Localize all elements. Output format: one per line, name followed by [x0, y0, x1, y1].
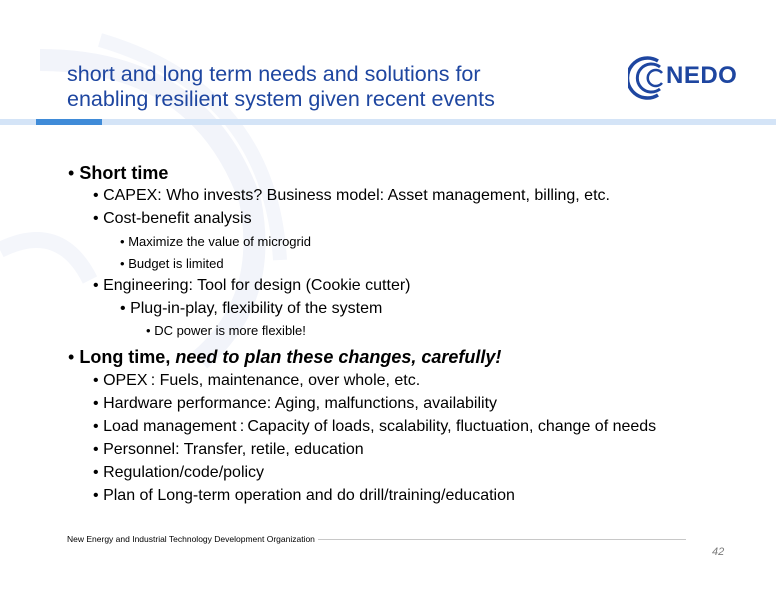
bullet-dot: •	[93, 372, 99, 389]
bullet-personnel	[93, 441, 364, 459]
bullet-engineering	[93, 277, 411, 295]
logo-text: NEDO	[666, 62, 738, 89]
footer-organization: New Energy and Industrial Technology Development Organization	[67, 534, 315, 544]
bullet-dc-power	[146, 323, 306, 338]
bullet-short-time	[68, 163, 168, 184]
header-bar-accent	[36, 119, 102, 125]
bullet-budget	[120, 256, 224, 271]
long-time-label: Long time,	[79, 347, 176, 367]
footer-divider	[318, 539, 686, 540]
hardware-text: Hardware performance: Aging, malfunctions, availability	[103, 395, 498, 412]
bullet-opex	[93, 372, 420, 390]
bullet-plug-in-play	[120, 300, 382, 318]
bullet-dot: •	[93, 395, 99, 412]
bullet-dot: •	[93, 441, 99, 458]
bullet-dot: •	[93, 418, 99, 435]
short-time-label: Short time	[79, 163, 169, 183]
page-number: 42	[712, 546, 725, 558]
nedo-logo	[626, 53, 736, 103]
slide-title	[67, 62, 607, 112]
header-bar	[0, 119, 776, 125]
bullet-dot: •	[120, 234, 125, 249]
budget-text: Budget is limited	[128, 256, 224, 271]
bullet-plan	[93, 487, 515, 505]
bullet-capex	[93, 187, 610, 205]
title-line-2: enabling resilient system given recent events	[67, 87, 495, 111]
plug-in-play-text: Plug-in-play, flexibility of the system	[130, 300, 383, 317]
bullet-cost-benefit	[93, 210, 252, 228]
bullet-dot: •	[68, 163, 75, 183]
bullet-hardware	[93, 395, 497, 413]
bullet-dot: •	[68, 347, 75, 367]
load-management-text: Load management : Capacity of loads, scalability, fluctuation, change of needs	[103, 418, 657, 435]
maximize-text: Maximize the value of microgrid	[128, 234, 311, 249]
bullet-regulation	[93, 464, 264, 482]
bullet-dot: •	[93, 187, 99, 204]
opex-text: OPEX : Fuels, maintenance, over whole, etc.	[103, 372, 421, 389]
title-line-1: short and long term needs and solutions for	[67, 62, 481, 86]
bullet-dot: •	[120, 256, 125, 271]
bullet-dot: •	[120, 300, 126, 317]
dc-power-text: DC power is more flexible!	[154, 323, 306, 338]
bullet-dot: •	[93, 210, 99, 227]
cost-benefit-text: Cost-benefit analysis	[103, 210, 252, 227]
bullet-dot: •	[93, 487, 99, 504]
personnel-text: Personnel: Transfer, retile, education	[103, 441, 364, 458]
bullet-dot: •	[93, 277, 99, 294]
bullet-long-time	[68, 347, 501, 368]
bullet-dot: •	[146, 323, 151, 338]
bullet-load-management	[93, 418, 656, 436]
plan-text: Plan of Long-term operation and do drill/training/education	[103, 487, 515, 504]
capex-text: CAPEX: Who invests? Business model: Asset management, billing, etc.	[103, 187, 610, 204]
long-time-emphasis: need to plan these changes, carefully!	[175, 347, 502, 367]
engineering-text: Engineering: Tool for design (Cookie cutter)	[103, 277, 411, 294]
regulation-text: Regulation/code/policy	[103, 464, 265, 481]
bullet-dot: •	[93, 464, 99, 481]
bullet-maximize	[120, 234, 311, 249]
